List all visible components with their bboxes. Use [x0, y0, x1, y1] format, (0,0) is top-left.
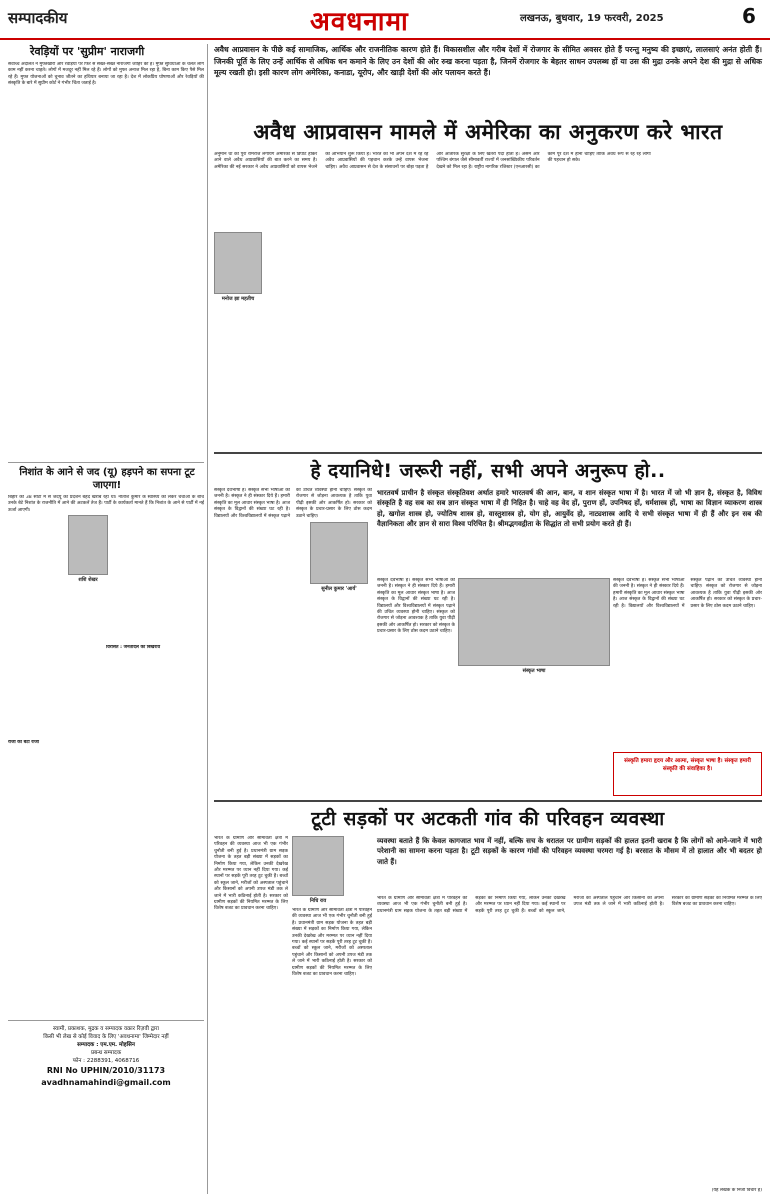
section-label: सम्पादकीय [8, 9, 68, 27]
story1-title: रेवड़ियों पर 'सुप्रीम' नाराजगी [30, 45, 145, 58]
speaker-photo [458, 578, 610, 666]
story-c-end-note: (यह लेखक के निजी विचार हैं) [711, 1188, 762, 1193]
story-a-body: अनुमान था की पुरा रामराज लगायेंगे अमेरिका से डिपोर्ट होकर आने वाले अवैध आप्रवासियों की बात करने का समय है। अमेरिका की नई सरकार ने अवैध आप्रवासियों को वापस भेजने का अभियान शुरू किया है। भारत को भी अपने देश में रह रहे अवैध आप्रवासियों की पहचान करके उन्हें वापस भेजना चाहिए। अवैध आप्रवासन से देश के संसाधनों पर बोझ पड़ता है और आंतरिक सुरक्षा के लिए खतरा पैदा होता है। असम और पश्चिम बंगाल जैसे सीमावर्ती राज्यों में जनसांख्यिकीय परिवर्तन देखने को मिल रहा है। राष्ट्रीय नागरिक रजिस्टर (एनआरसी) का काम पूरे देश में होना चाहिए ताकि अवैध रूप से रह रहे लोगों की पहचान हो सके। [214, 152, 651, 170]
email: avadhnamahindi@gmail.com [41, 1078, 171, 1087]
imprint-line: किसी भी लेख से कोई विवाद के लिए 'अवधनामा' जिम्मेदार नहीं [43, 1034, 169, 1040]
story-b-lead: भारतवर्ष प्राचीन है संस्कृत संस्कृतिवश अर्थात हमारे भारतवर्ष की आन, बान, व शान संस्कृत भाषा में है। भारत में जो भी ज्ञान है, संस्कृत है, विविध संस्कृति है वह सब का सब ज्ञान संस्कृत भाषा में ही निहित है। चाहे वह वेद हों, पुराण हों, उपनिषद हों, धर्मशास्त्र हों, भाषा का विज्ञान व्याकरण शास्त्र हो, खगोल शास्त्र हो, ज्योतिष शास्त्र हो, वास्तुशास्त्र हो, योग हो, आयुर्वेद हो, नाट्यशास्त्र आदि ये सभी संस्कृत भाषा में ही हैं और इन सब की वैज्ञानिकता और ज्ञान से सारा विश्व परिचित है। श्रीमद्भगवद्गीता के सिद्धांत तो सभी प्रयोग करते ही हैं। [377, 489, 762, 529]
story-b-body-1: संस्कृत देवभाषा है। संस्कृत सभी भाषाओं की जननी है। संस्कृत ने ही संस्कार दिये हैं। हमारी संस्कृति का मूल आधार संस्कृत भाषा है। आज संस्कृत के विद्वानों की संख्या घट रही है। विद्यालयों और विश्वविद्यालयों में संस्कृत पढ़ाने की उचित व्यवस्था होनी चाहिए। संस्कृत को रोजगार से जोड़ना आवश्यक है ताकि युवा पीढ़ी इसकी ओर आकर्षित हो। सरकार को संस्कृत के प्रचार-प्रसार के लिए ठोस कदम उठाने चाहिए। [214, 488, 372, 519]
story2-subhead-2: विरासत : जनतादल का बिखराव [106, 645, 161, 650]
imprint-box [8, 1020, 204, 1192]
story2-subhead-1: राजा का बेटा राजा [8, 740, 39, 745]
story-c-body-3: भारत के ग्रामीण और सीमावर्ती क्षेत्रों में परिवहन की व्यवस्था आज भी एक गंभीर चुनौती बनी हुई है। प्रधानमंत्री ग्राम सड़क योजना के तहत बड़ी संख्या में सड़कों का निर्माण किया गया, लेकिन उनकी देखरेख और मरम्मत पर ध्यान नहीं दिया गया। कई स्थानों पर सड़कें पूरी तरह टूट चुकी हैं। बच्चों को स्कूल जाने, मरीजों को अस्पताल पहुंचाने और किसानों को अपनी उपज मंडी तक ले जाने में भारी कठिनाई होती है। सरकार को ग्रामीण सड़कों की नियमित मरम्मत के लिए विशेष बजट का प्रावधान करना चाहिए। [377, 896, 762, 914]
masthead [0, 0, 770, 40]
imprint-publisher: प्रबन्ध सम्पादक [90, 1050, 122, 1056]
column-divider [207, 44, 208, 1194]
imprint-editor: सम्पादक : एम.एम. मोहसिन [77, 1042, 135, 1048]
author-photo [292, 836, 344, 896]
page-number: 6 [742, 4, 756, 28]
story-c-lead: व्यवस्था बताते हैं कि केवल कागजात भाव में नहीं, बल्कि सच के धरातल पर ग्रामीण सड़कों की हालत इतनी खराब है कि लोगों को आने-जाने में भारी परेशानी का सामना करना पड़ता है। टूटी सड़कों के कारण गांवों की परिवहन व्यवस्था चरमरा गई है। बरसात के मौसम में तो हालात और भी बदतर हो जाते हैं। [377, 837, 762, 866]
divider [214, 800, 762, 802]
imprint-line: स्वामी, प्रकाशक, मुद्रक व सम्पादक वक़ार रिज़वी द्वारा [53, 1026, 159, 1032]
imprint-phone: फोन : 2288391, 4068716 [72, 1058, 140, 1064]
story-a-headline: अवैध आप्रवासन मामले में अमेरिका का अनुकरण करे भारत [253, 120, 723, 144]
pull-quote: संस्कृति हमारा हृदय और आत्मा, संस्कृत भाषा है। संस्कृत हमारी संस्कृति की संवाहिका है। [613, 752, 762, 796]
photo-caption: संस्कृत भाषा [458, 668, 610, 674]
story-a-lead: अवैध आप्रवासन के पीछे कई सामाजिक, आर्थिक और राजनीतिक कारण होते हैं। विकासशील और गरीब देशों में रोजगार के सीमित अवसर होते हैं परन्तु मनुष्य की इच्छाएं, लालसाएं अनंत होती हैं। जिनकी पूर्ति के लिए उन्हें आर्थिक से अधिक धन कमाने के लिए उन देशों की ओर रुख करना पड़ता है, जिनमें रोजगार के बेहतर साधन उपलब्ध हों या उस की मुद्रा उनके अपने देश की मुद्रा से अधिक मूल्य रखती हो। इसी कारण लोग अमेरिका, कनाडा, यूरोप, और खाड़ी देशों की ओर पलायन करते हैं। [214, 45, 762, 77]
newspaper-logo: अवधनामा [310, 7, 409, 37]
story-c-body-2: भारत के ग्रामीण और सीमावर्ती क्षेत्रों में परिवहन की व्यवस्था आज भी एक गंभीर चुनौती बनी हुई है। प्रधानमंत्री ग्राम सड़क योजना के तहत बड़ी संख्या में सड़कों का निर्माण किया गया, लेकिन उनकी देखरेख और मरम्मत पर ध्यान नहीं दिया गया। कई स्थानों पर सड़कें पूरी तरह टूट चुकी हैं। बच्चों को स्कूल जाने, मरीजों को अस्पताल पहुंचाने और किसानों को अपनी उपज मंडी तक ले जाने में भारी कठिनाई होती है। सरकार को ग्रामीण सड़कों की नियमित मरम्मत के लिए विशेष बजट का प्रावधान करना चाहिए। [292, 908, 372, 978]
divider [214, 452, 762, 454]
author-name: निधि राव [288, 898, 348, 904]
story-b-body-2: संस्कृत देवभाषा है। संस्कृत सभी भाषाओं की जननी है। संस्कृत ने ही संस्कार दिये हैं। हमारी संस्कृति का मूल आधार संस्कृत भाषा है। आज संस्कृत के विद्वानों की संख्या घट रही है। विद्यालयों और विश्वविद्यालयों में संस्कृत पढ़ाने की उचित व्यवस्था होनी चाहिए। संस्कृत को रोजगार से जोड़ना आवश्यक है ताकि युवा पीढ़ी इसकी ओर आकर्षित हो। सरकार को संस्कृत के प्रचार-प्रसार के लिए ठोस कदम उठाने चाहिए। [377, 578, 455, 635]
story-b-body-3: संस्कृत देवभाषा है। संस्कृत सभी भाषाओं की जननी है। संस्कृत ने ही संस्कार दिये हैं। हमारी संस्कृति का मूल आधार संस्कृत भाषा है। आज संस्कृत के विद्वानों की संख्या घट रही है। विद्यालयों और विश्वविद्यालयों में संस्कृत पढ़ाने की उचित व्यवस्था होनी चाहिए। संस्कृत को रोजगार से जोड़ना आवश्यक है ताकि युवा पीढ़ी इसकी ओर आकर्षित हो। सरकार को संस्कृत के प्रचार-प्रसार के लिए ठोस कदम उठाने चाहिए। [613, 578, 762, 609]
story2-title: निशांत के आने से जद (यू) हड़पने का सपना टूट जाएगा! [19, 467, 195, 491]
story2-body: बिहार की 38 सीटों में से जदयू का प्रदर्शन बेहद खराब रहा था। नीतीश कुमार के स्वास्थ्य को लेकर चर्चाओं के बीच उनके बेटे निशांत के राजनीति में आने की अटकलें तेज हैं। पार्टी के कार्यकर्ता मानते हैं कि निशांत के आने से पार्टी में नई ऊर्जा आएगी। [8, 495, 204, 513]
author-name: सुनील कुमार 'आर्य' [304, 586, 374, 592]
author-name: शशि शेखर [62, 577, 114, 583]
story1-body: सर्वोच्च अदालत ने मुफ्तखोरी और रेवड़ियों पर फिर से सख्त-सख्त नाराजगी जाहिर की है। मुफ्त सुविधाओं के चलते लोग काम नहीं करना चाहते। लोगों में मजदूर नहीं मिल रहे हैं। लोगों को मुफ्त अनाज मिल रहा है, बिना काम किए पैसे मिल रहे हैं। मुफ्त योजनाओं को चुनाव जीतने का हथियार बनाया जा रहा है। देश में लोकप्रिय घोषणाओं और रेवड़ियों की संस्कृति के बारे में सुप्रीम कोर्ट ने गंभीर चिंता जताई है। [8, 62, 204, 87]
rni-number: RNI No UPHIN/2010/31173 [46, 1066, 166, 1075]
dateline: लखनऊ, बुधवार, 19 फरवरी, 2025 [520, 13, 664, 24]
story-c-body-1: भारत के ग्रामीण और सीमावर्ती क्षेत्रों में परिवहन की व्यवस्था आज भी एक गंभीर चुनौती बनी हुई है। प्रधानमंत्री ग्राम सड़क योजना के तहत बड़ी संख्या में सड़कों का निर्माण किया गया, लेकिन उनकी देखरेख और मरम्मत पर ध्यान नहीं दिया गया। कई स्थानों पर सड़कें पूरी तरह टूट चुकी हैं। बच्चों को स्कूल जाने, मरीजों को अस्पताल पहुंचाने और किसानों को अपनी उपज मंडी तक ले जाने में भारी कठिनाई होती है। सरकार को ग्रामीण सड़कों की नियमित मरम्मत के लिए विशेष बजट का प्रावधान करना चाहिए। [214, 836, 288, 912]
story-b-headline: हे दयानिधे! जरूरी नहीं, सभी अपने अनुरूप हो.. [310, 460, 666, 482]
divider [8, 462, 204, 463]
author-name: मनोज झा महतीच [210, 296, 266, 302]
story-c-headline: टूटी सड़कों पर अटकती गांव की परिवहन व्यवस्था [311, 808, 665, 830]
